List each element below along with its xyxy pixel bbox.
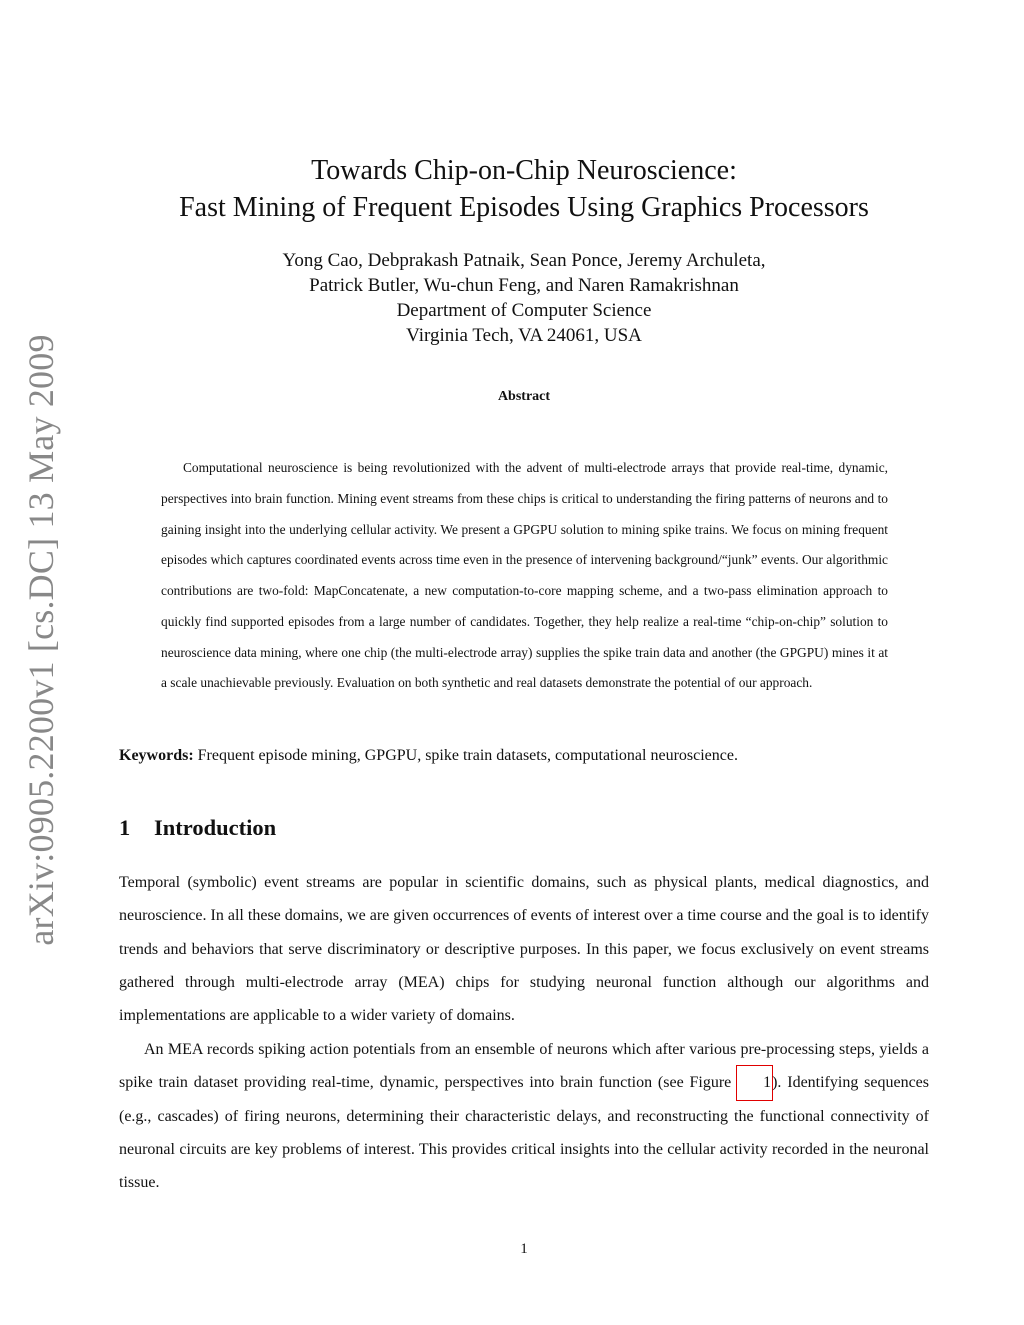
paper-title: [0, 152, 1024, 226]
authors-line-2: Patrick Butler, Wu-chun Feng, and Naren Ramakrishnan: [309, 275, 739, 296]
section-number: 1: [119, 815, 131, 840]
intro-paragraph-2: [119, 1033, 929, 1199]
author-block: [0, 248, 1024, 348]
keywords-text: Frequent episode mining, GPGPU, spike train datasets, computational neuroscience.: [193, 747, 738, 764]
paragraph-2-text-end: ). Identifying sequences (e.g., cascades) of firing neurons, determining their characteristic delays, and reconstructing the functional connectivity of neuronal circuits are key problems of interest. This provides critical insights into the cellular activity recorded in the neuronal tissue.: [119, 1074, 930, 1192]
paragraph-2-text-start: An MEA records spiking action potentials from an ensemble of neurons which after various pre-processing steps, yields a spike train dataset providing real-time, dynamic, perspectives into brain function (see Figure: [119, 1041, 929, 1092]
keywords-label: Keywords:: [119, 747, 194, 764]
keywords: [119, 745, 929, 767]
figure-reference-link[interactable]: 1: [737, 1066, 772, 1099]
section-heading: [119, 815, 276, 841]
abstract-heading: Abstract: [497, 389, 551, 404]
page-number: 1: [520, 1241, 528, 1257]
title-line-1: Towards Chip-on-Chip Neuroscience:: [311, 155, 737, 186]
authors-line-1: Yong Cao, Debprakash Patnaik, Sean Ponce, Jeremy Archuleta,: [282, 250, 766, 271]
arxiv-identifier: arXiv:0905.2200v1 [cs.DC] 13 May 2009: [21, 334, 61, 946]
title-line-2: Fast Mining of Frequent Episodes Using Graphics Processors: [179, 192, 869, 223]
abstract-text: Computational neuroscience is being revolutionized with the advent of multi-electrode arrays that provide real-time, dynamic, perspectives into brain function. Mining event streams from these chips is critical to understanding the firing patterns of neurons and to gaining insight into the underlying cellular activity. We present a GPGPU solution to mining spike trains. We focus on mining frequent episodes which captures coordinated events across time even in the presence of intervening background/“junk” events. Our algorithmic contributions are two-fold: MapConcatenate, a new computation-to-core mapping scheme, and a two-pass elimination approach to quickly find supported episodes from a large number of candidates. Together, they help realize a real-time “chip-on-chip” solution to neuroscience data mining, where one chip (the multi-electrode array) supplies the spike train data and another (the GPGPU) mines it at a scale unachievable previously. Evaluation on both synthetic and real datasets demonstrate the potential of our approach.: [161, 460, 888, 691]
intro-paragraph-1: Temporal (symbolic) event streams are popular in scientific domains, such as physical plants, medical diagnostics, and neuroscience. In all these domains, we are given occurrences of events of interest over a time course and the goal is to identify trends and behaviors that serve discriminatory or descriptive purposes. In this paper, we focus exclusively on event streams gathered through multi-electrode array (MEA) chips for studying neuronal function although our algorithms and implementations are applicable to a wider variety of domains.: [119, 874, 929, 1025]
section-title: Introduction: [154, 815, 277, 840]
affiliation: Department of Computer Science: [396, 300, 652, 321]
address: Virginia Tech, VA 24061, USA: [406, 325, 642, 346]
